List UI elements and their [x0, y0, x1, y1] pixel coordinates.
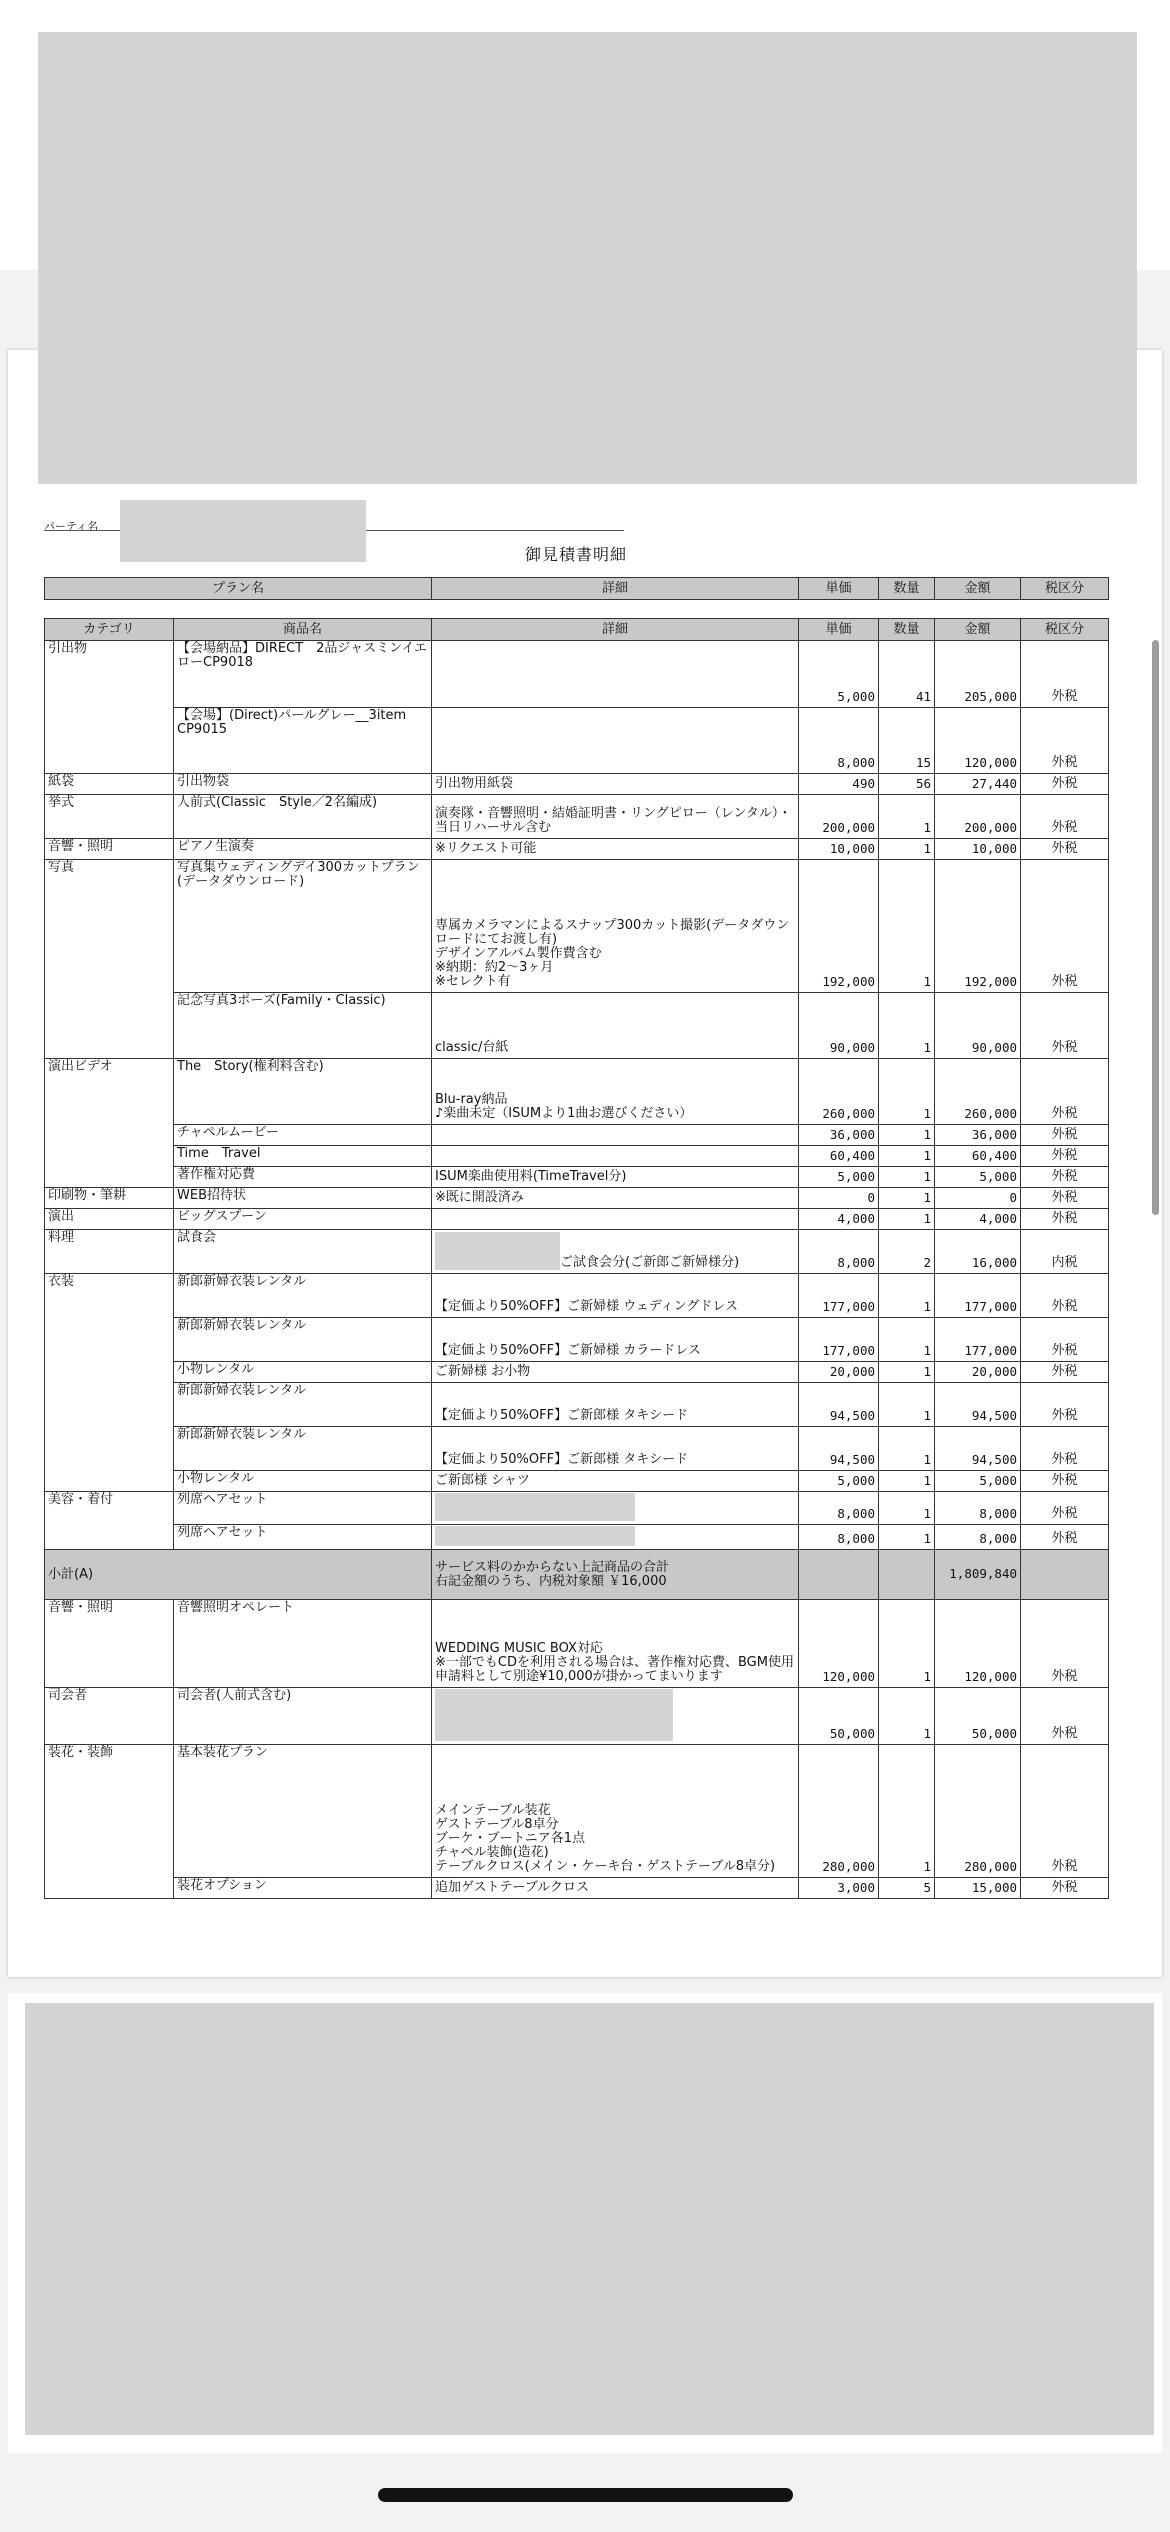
unit-price-cell: 4,000	[799, 1209, 879, 1230]
plan-header-cell: 金額	[935, 578, 1021, 600]
subtotal-label: 小計(A)	[45, 1550, 432, 1600]
item-name-cell: 小物レンタル	[174, 1362, 432, 1383]
bottom-redaction	[25, 2003, 1154, 2435]
quantity-cell: 1	[879, 1471, 935, 1492]
unit-price-cell: 200,000	[799, 795, 879, 839]
tax-type-cell: 外税	[1021, 1362, 1109, 1383]
unit-price-cell: 192,000	[799, 860, 879, 993]
quantity-cell: 1	[879, 839, 935, 860]
detail-text: ご試食会分(ご新郎ご新婦様分)	[560, 1255, 740, 1270]
subtotal-detail: サービス料のかからない上記商品の合計 右記金額のうち、内税対象額 ￥16,000	[432, 1550, 799, 1600]
detail-cell	[432, 795, 799, 839]
item-name-cell: 音響照明オペレート	[174, 1600, 432, 1688]
unit-price-cell: 20,000	[799, 1362, 879, 1383]
table-row	[45, 1167, 1109, 1188]
detail-redaction	[435, 1689, 673, 1741]
quantity-cell: 15	[879, 708, 935, 774]
amount-cell: 90,000	[935, 993, 1021, 1059]
subtotal-amount: 1,809,840	[935, 1550, 1021, 1600]
category-cell: 印刷物・筆耕	[45, 1188, 174, 1209]
column-header: 単価	[799, 619, 879, 641]
quantity-cell: 56	[879, 774, 935, 795]
amount-cell: 260,000	[935, 1059, 1021, 1125]
detail-text: WEDDING MUSIC BOX対応 ※一部でもCDを利用される場合は、著作権対応費、BGM使用申請料として別途¥10,000が掛かってまいります	[435, 1641, 794, 1684]
tax-type-cell: 外税	[1021, 1146, 1109, 1167]
item-name-cell: 列席ヘアセット	[174, 1492, 432, 1525]
item-name-cell: 新郎新婦衣装レンタル	[174, 1274, 432, 1318]
amount-cell: 8,000	[935, 1492, 1021, 1525]
quantity-cell: 1	[879, 1362, 935, 1383]
item-name-cell: 基本装花プラン	[174, 1745, 432, 1878]
amount-cell: 4,000	[935, 1209, 1021, 1230]
item-name-cell: 新郎新婦衣装レンタル	[174, 1318, 432, 1362]
table-row	[45, 1188, 1109, 1209]
detail-text: 専属カメラマンによるスナップ300カット撮影(データダウンロードにてお渡し有) デザインアルバム製作費含む ※納期：約2〜3ヶ月 ※セレクト有	[435, 918, 790, 989]
tax-type-cell: 外税	[1021, 1688, 1109, 1745]
category-cell: 美容・着付	[45, 1492, 174, 1550]
unit-price-cell: 60,400	[799, 1146, 879, 1167]
item-name-cell: ビッグスプーン	[174, 1209, 432, 1230]
item-name-cell: ピアノ生演奏	[174, 839, 432, 860]
detail-cell	[432, 641, 799, 708]
item-name-cell: 【会場】(Direct)パールグレー__3item CP9015	[174, 708, 432, 774]
category-cell: 引出物	[45, 641, 174, 774]
detail-cell	[432, 860, 799, 993]
detail-cell	[432, 1492, 799, 1525]
amount-cell: 36,000	[935, 1125, 1021, 1146]
table-row	[45, 1688, 1109, 1745]
quantity-cell: 1	[879, 1600, 935, 1688]
column-header: 商品名	[174, 619, 432, 641]
category-cell: 音響・照明	[45, 839, 174, 860]
unit-price-cell: 5,000	[799, 1471, 879, 1492]
detail-cell	[432, 1600, 799, 1688]
detail-cell	[432, 1525, 799, 1550]
amount-cell: 177,000	[935, 1318, 1021, 1362]
detail-text: メインテーブル装花 ゲストテーブル8卓分 ブーケ・ブートニア各1点 チャペル装飾(造花) テーブルクロス(メイン・ケーキ台・ゲストテーブル8卓分)	[435, 1803, 776, 1874]
plan-header-cell: プラン名	[45, 578, 432, 600]
plan-header-cell: 単価	[799, 578, 879, 600]
detail-text: 【定価より50%OFF】ご新婦様 ウェディングドレス	[435, 1299, 739, 1314]
unit-price-cell: 3,000	[799, 1878, 879, 1899]
tax-type-cell: 内税	[1021, 1230, 1109, 1274]
quantity-cell: 5	[879, 1878, 935, 1899]
detail-text: ご新婦様 お小物	[435, 1364, 531, 1379]
quantity-cell: 1	[879, 1146, 935, 1167]
unit-price-cell: 36,000	[799, 1125, 879, 1146]
unit-price-cell: 94,500	[799, 1383, 879, 1427]
quantity-cell: 1	[879, 1059, 935, 1125]
column-header: 税区分	[1021, 619, 1109, 641]
quantity-cell: 1	[879, 1688, 935, 1745]
detail-redaction	[435, 1526, 635, 1546]
category-cell: 料理	[45, 1230, 174, 1274]
item-name-cell: 装花オプション	[174, 1878, 432, 1899]
table-row	[45, 641, 1109, 708]
detail-cell	[432, 1125, 799, 1146]
unit-price-cell: 5,000	[799, 1167, 879, 1188]
unit-price-cell: 8,000	[799, 1492, 879, 1525]
tax-type-cell: 外税	[1021, 1525, 1109, 1550]
category-cell: 司会者	[45, 1688, 174, 1745]
unit-price-cell: 10,000	[799, 839, 879, 860]
item-name-cell: 引出物袋	[174, 774, 432, 795]
detail-text: 【定価より50%OFF】ご新婦様 カラードレス	[435, 1343, 701, 1358]
amount-cell: 205,000	[935, 641, 1021, 708]
tax-type-cell: 外税	[1021, 993, 1109, 1059]
quantity-cell: 1	[879, 1427, 935, 1471]
item-name-cell: 小物レンタル	[174, 1471, 432, 1492]
detail-text: 引出物用紙袋	[435, 776, 514, 791]
tax-type-cell: 外税	[1021, 1125, 1109, 1146]
detail-cell	[432, 1745, 799, 1878]
amount-cell: 5,000	[935, 1167, 1021, 1188]
unit-price-cell: 490	[799, 774, 879, 795]
detail-cell	[432, 1383, 799, 1427]
item-name-cell: 新郎新婦衣装レンタル	[174, 1383, 432, 1427]
detail-cell	[432, 774, 799, 795]
amount-cell: 60,400	[935, 1146, 1021, 1167]
detail-cell	[432, 1209, 799, 1230]
quantity-cell: 1	[879, 1188, 935, 1209]
unit-price-cell: 260,000	[799, 1059, 879, 1125]
tax-type-cell: 外税	[1021, 708, 1109, 774]
unit-price-cell: 8,000	[799, 1525, 879, 1550]
amount-cell: 16,000	[935, 1230, 1021, 1274]
quantity-cell: 41	[879, 641, 935, 708]
item-name-cell: 試食会	[174, 1230, 432, 1274]
table-row	[45, 1745, 1109, 1878]
tax-type-cell: 外税	[1021, 1427, 1109, 1471]
scrollbar[interactable]	[1152, 640, 1159, 1215]
item-name-cell: 写真集ウェディングデイ300カットプラン(データダウンロード)	[174, 860, 432, 993]
category-cell: 演出ビデオ	[45, 1059, 174, 1188]
detail-cell	[432, 708, 799, 774]
item-name-cell: WEB招待状	[174, 1188, 432, 1209]
detail-text: ご新郎様 シャツ	[435, 1473, 530, 1488]
table-row	[45, 1383, 1109, 1427]
column-header: カテゴリ	[45, 619, 174, 641]
quantity-cell: 1	[879, 1274, 935, 1318]
document-page[interactable]	[8, 350, 1162, 1977]
unit-price-cell: 50,000	[799, 1688, 879, 1745]
subtotal-empty	[1021, 1550, 1109, 1600]
detail-cell	[432, 1146, 799, 1167]
amount-cell: 8,000	[935, 1525, 1021, 1550]
column-header: 金額	[935, 619, 1021, 641]
detail-cell	[432, 839, 799, 860]
tax-type-cell: 外税	[1021, 1318, 1109, 1362]
category-cell: 音響・照明	[45, 1600, 174, 1688]
table-row	[45, 795, 1109, 839]
category-cell: 紙袋	[45, 774, 174, 795]
item-name-cell: 【会場納品】DIRECT 2品ジャスミンイエローCP9018	[174, 641, 432, 708]
amount-cell: 200,000	[935, 795, 1021, 839]
tax-type-cell: 外税	[1021, 1745, 1109, 1878]
plan-header-cell: 税区分	[1021, 578, 1109, 600]
page-title: 御見積書明細	[524, 545, 627, 564]
detail-text: Blu-ray納品 ♪楽曲未定（ISUMより1曲お選びください）	[435, 1092, 693, 1121]
quantity-cell: 1	[879, 993, 935, 1059]
home-indicator[interactable]	[378, 2488, 793, 2502]
subtotal-empty	[799, 1550, 879, 1600]
tax-type-cell: 外税	[1021, 1274, 1109, 1318]
tax-type-cell: 外税	[1021, 839, 1109, 860]
amount-cell: 120,000	[935, 1600, 1021, 1688]
detail-text: ISUM楽曲使用料(TimeTravel分)	[435, 1169, 627, 1184]
tax-type-cell: 外税	[1021, 1878, 1109, 1899]
detail-redaction	[435, 1232, 560, 1270]
tax-type-cell: 外税	[1021, 1188, 1109, 1209]
detail-text: 追加ゲストテーブルクロス	[435, 1880, 590, 1895]
amount-cell: 50,000	[935, 1688, 1021, 1745]
amount-cell: 192,000	[935, 860, 1021, 993]
tax-type-cell: 外税	[1021, 1383, 1109, 1427]
subtotal-empty	[879, 1550, 935, 1600]
plan-header-cell: 詳細	[432, 578, 799, 600]
quantity-cell: 1	[879, 1383, 935, 1427]
amount-cell: 15,000	[935, 1878, 1021, 1899]
quantity-cell: 1	[879, 1167, 935, 1188]
plan-header-cell: 数量	[879, 578, 935, 600]
unit-price-cell: 0	[799, 1188, 879, 1209]
detail-redaction	[435, 1493, 635, 1521]
quantity-cell: 1	[879, 1209, 935, 1230]
item-name-cell: 記念写真3ポーズ(Family・Classic)	[174, 993, 432, 1059]
table-row	[45, 1146, 1109, 1167]
amount-cell: 27,440	[935, 774, 1021, 795]
table-row	[45, 1878, 1109, 1899]
unit-price-cell: 8,000	[799, 1230, 879, 1274]
detail-text: 【定価より50%OFF】ご新郎様 タキシード	[435, 1452, 689, 1467]
detail-cell	[432, 1167, 799, 1188]
detail-text: 【定価より50%OFF】ご新郎様 タキシード	[435, 1408, 689, 1423]
plan-header-table	[44, 577, 1109, 600]
detail-text: ※既に開設済み	[435, 1190, 524, 1205]
table-row	[45, 774, 1109, 795]
unit-price-cell: 90,000	[799, 993, 879, 1059]
amount-cell: 94,500	[935, 1383, 1021, 1427]
detail-text: classic/台紙	[435, 1040, 509, 1055]
tax-type-cell: 外税	[1021, 1059, 1109, 1125]
amount-cell: 177,000	[935, 1274, 1021, 1318]
amount-cell: 120,000	[935, 708, 1021, 774]
item-name-cell: Time Travel	[174, 1146, 432, 1167]
detail-text: 演奏隊・音響照明・結婚証明書・リングピロー（レンタル）・当日リハーサル含む	[435, 806, 792, 835]
column-header: 数量	[879, 619, 935, 641]
unit-price-cell: 5,000	[799, 641, 879, 708]
detail-cell	[432, 993, 799, 1059]
table-row	[45, 708, 1109, 774]
item-name-cell: 司会者(人前式含む)	[174, 1688, 432, 1745]
detail-cell	[432, 1427, 799, 1471]
detail-cell	[432, 1318, 799, 1362]
detail-cell	[432, 1059, 799, 1125]
table-row	[45, 1318, 1109, 1362]
quantity-cell: 1	[879, 860, 935, 993]
tax-type-cell: 外税	[1021, 795, 1109, 839]
tax-type-cell: 外税	[1021, 1471, 1109, 1492]
tax-type-cell: 外税	[1021, 1492, 1109, 1525]
unit-price-cell: 177,000	[799, 1318, 879, 1362]
table-row	[45, 1209, 1109, 1230]
item-name-cell: 列席ヘアセット	[174, 1525, 432, 1550]
table-row	[45, 1600, 1109, 1688]
category-cell: 挙式	[45, 795, 174, 839]
column-header: 詳細	[432, 619, 799, 641]
tax-type-cell: 外税	[1021, 641, 1109, 708]
amount-cell: 5,000	[935, 1471, 1021, 1492]
item-name-cell: 著作権対応費	[174, 1167, 432, 1188]
category-cell: 衣装	[45, 1274, 174, 1492]
amount-cell: 10,000	[935, 839, 1021, 860]
detail-cell	[432, 1188, 799, 1209]
party-name-label: パーティ名	[44, 520, 99, 533]
tax-type-cell: 外税	[1021, 860, 1109, 993]
amount-cell: 280,000	[935, 1745, 1021, 1878]
amount-cell: 94,500	[935, 1427, 1021, 1471]
item-name-cell: 新郎新婦衣装レンタル	[174, 1427, 432, 1471]
amount-cell: 20,000	[935, 1362, 1021, 1383]
category-cell: 写真	[45, 860, 174, 1059]
detail-cell	[432, 1471, 799, 1492]
quantity-cell: 1	[879, 1318, 935, 1362]
detail-cell	[432, 1688, 799, 1745]
unit-price-cell: 94,500	[799, 1427, 879, 1471]
table-row	[45, 1492, 1109, 1525]
unit-price-cell: 177,000	[799, 1274, 879, 1318]
tax-type-cell: 外税	[1021, 1209, 1109, 1230]
quantity-cell: 1	[879, 1492, 935, 1525]
unit-price-cell: 280,000	[799, 1745, 879, 1878]
category-cell: 装花・装飾	[45, 1745, 174, 1899]
table-row	[45, 1471, 1109, 1492]
table-row	[45, 1059, 1109, 1125]
tax-type-cell: 外税	[1021, 1167, 1109, 1188]
quantity-cell: 1	[879, 1525, 935, 1550]
detail-cell	[432, 1878, 799, 1899]
item-name-cell: 人前式(Classic Style／2名編成)	[174, 795, 432, 839]
table-row	[45, 839, 1109, 860]
top-redaction	[38, 32, 1137, 484]
detail-cell	[432, 1362, 799, 1383]
category-cell: 演出	[45, 1209, 174, 1230]
item-name-cell: The Story(権利料含む)	[174, 1059, 432, 1125]
quantity-cell: 1	[879, 795, 935, 839]
table-row	[45, 1427, 1109, 1471]
estimate-detail-table	[44, 618, 1109, 1899]
quantity-cell: 2	[879, 1230, 935, 1274]
amount-cell: 0	[935, 1188, 1021, 1209]
table-row	[45, 1274, 1109, 1318]
table-row	[45, 993, 1109, 1059]
item-name-cell: チャペルムービー	[174, 1125, 432, 1146]
table-row	[45, 1125, 1109, 1146]
table-row	[45, 860, 1109, 993]
detail-cell	[432, 1274, 799, 1318]
tax-type-cell: 外税	[1021, 774, 1109, 795]
tax-type-cell: 外税	[1021, 1600, 1109, 1688]
quantity-cell: 1	[879, 1745, 935, 1878]
table-row	[45, 1525, 1109, 1550]
detail-text: ※リクエスト可能	[435, 841, 537, 856]
unit-price-cell: 120,000	[799, 1600, 879, 1688]
table-row	[45, 1362, 1109, 1383]
detail-cell	[432, 1230, 799, 1274]
unit-price-cell: 8,000	[799, 708, 879, 774]
quantity-cell: 1	[879, 1125, 935, 1146]
subtotal-row	[45, 1550, 1109, 1600]
table-row	[45, 1230, 1109, 1274]
